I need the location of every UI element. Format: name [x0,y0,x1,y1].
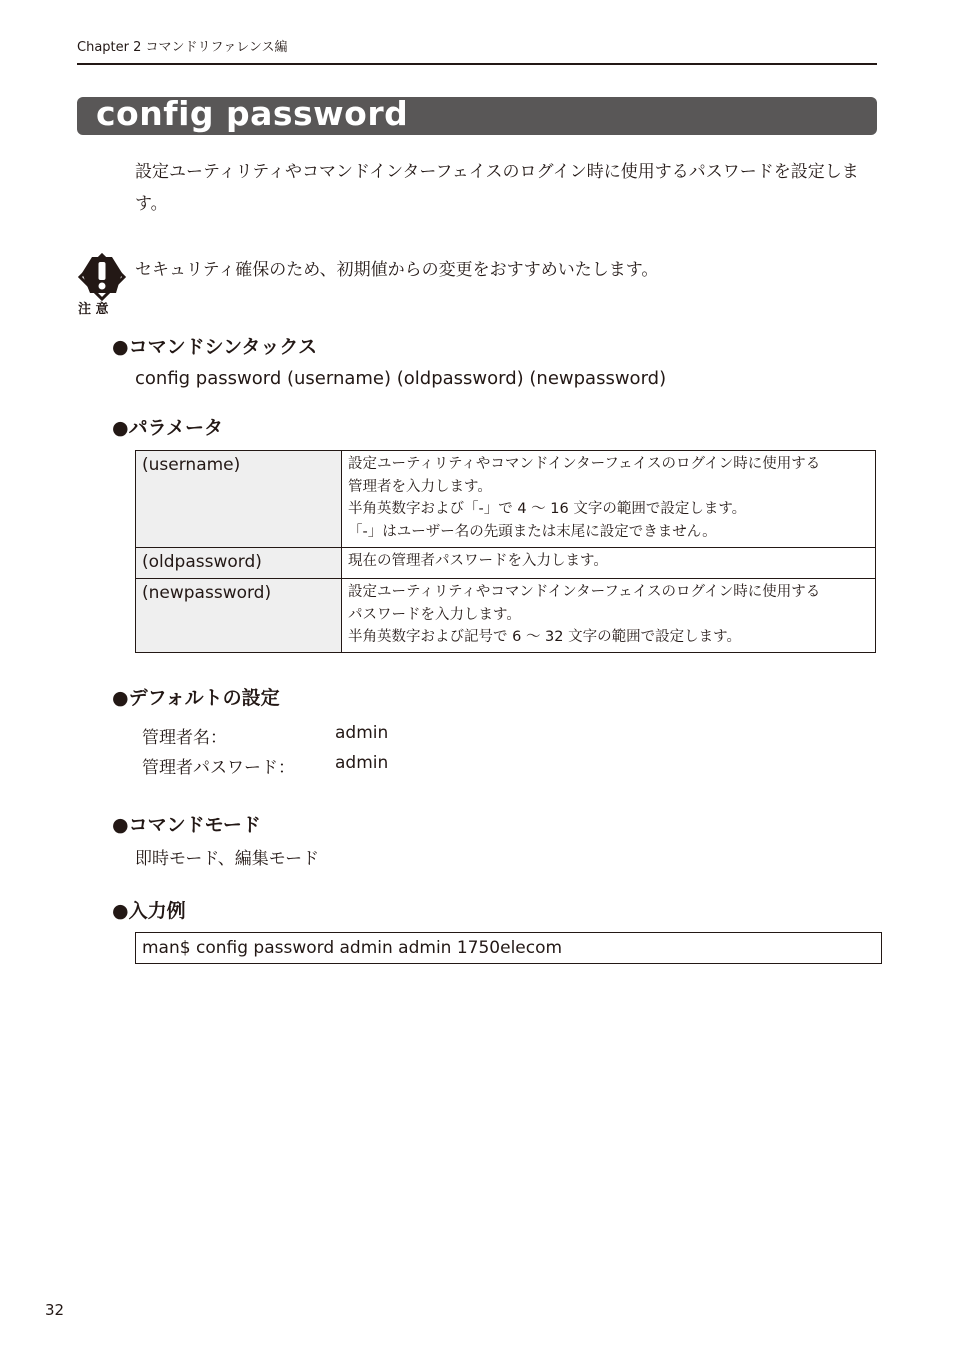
page-number: 32 [45,1301,65,1319]
mode-heading: ●コマンドモード [112,814,261,836]
page-title: config password [96,94,409,133]
parameters-heading: ●パラメータ [112,417,224,439]
param-name: (newpassword) [136,579,342,653]
intro-paragraph: 設定ユーティリティやコマンドインターフェイスのログイン時に使用するパスワードを設定します。 [135,162,859,214]
description-line: 設定ユーティリティやコマンドインターフェイスのログイン時に使用する [348,456,821,472]
parameters-table [135,450,876,653]
caution-icon [76,253,128,315]
caution-label: 注 意 [78,302,109,315]
param-name: (username) [136,451,342,548]
param-description [342,548,876,579]
default-value-password: admin [335,753,389,773]
table-row [136,451,876,548]
default-label-password: 管理者パスワード： [142,758,295,778]
chapter-header: Chapter 2 コマンドリファレンス編 [77,40,288,55]
default-value-username: admin [335,723,389,743]
description-line: 設定ユーティリティやコマンドインターフェイスのログイン時に使用する [348,584,821,600]
caution-text: セキュリティ確保のため、初期値からの変更をおすすめいたします。 [135,260,659,280]
param-description [342,579,876,653]
description-line: 管理者を入力します。 [348,478,492,495]
syntax-command: config password (username) (oldpassword) (newpassword) [135,368,667,389]
description-line: 半角英数字および「-」で 4 〜 16 文字の範囲で設定します。 [348,501,747,517]
param-description [342,451,876,548]
description-line: 「-」はユーザー名の先頭または末尾に設定できません。 [348,523,717,540]
mode-text: 即時モード、編集モード [135,849,320,869]
description-line: 半角英数字および記号で 6 〜 32 文字の範囲で設定します。 [348,629,741,645]
param-name: (oldpassword) [136,548,342,579]
table-row [136,579,876,653]
example-code-box: man$ config password admin admin 1750elecom [135,932,882,964]
description-line: パスワードを入力します。 [348,606,521,623]
defaults-heading: ●デフォルトの設定 [112,687,280,709]
example-heading: ●入力例 [112,900,186,922]
syntax-heading: ●コマンドシンタックス [112,336,318,358]
description-line: 現在の管理者パスワードを入力します。 [348,553,608,569]
table-row [136,548,876,579]
default-label-username: 管理者名： [142,728,227,748]
header-rule [77,63,877,65]
